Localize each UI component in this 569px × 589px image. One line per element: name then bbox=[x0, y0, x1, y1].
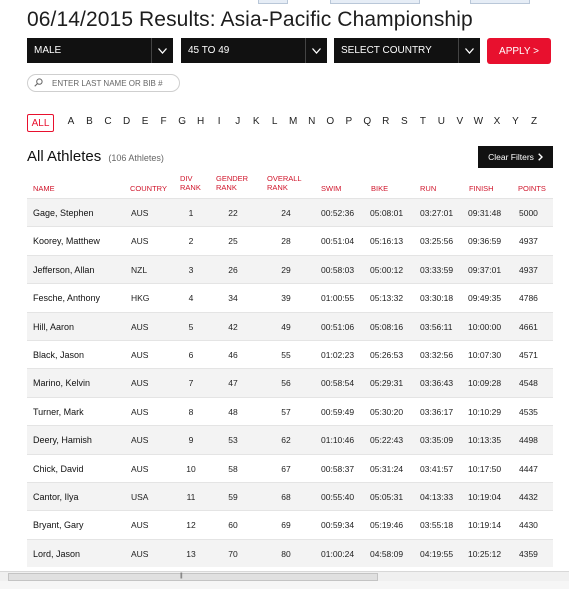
cell-gender: 34 bbox=[228, 293, 238, 304]
cell-swim: 00:59:49 bbox=[321, 406, 355, 417]
cell-points: 4937 bbox=[519, 236, 538, 247]
cell-country: AUS bbox=[131, 435, 149, 446]
cell-gender: 53 bbox=[228, 435, 238, 446]
cell-points: 5000 bbox=[519, 208, 538, 218]
alphabet-letter-p[interactable]: P bbox=[345, 116, 353, 127]
cell-swim: 00:58:03 bbox=[321, 264, 355, 275]
cell-swim: 00:52:36 bbox=[321, 208, 355, 218]
table-row[interactable] bbox=[27, 368, 553, 396]
cell-bike: 04:58:09 bbox=[370, 548, 404, 559]
alphabet-letter-s[interactable]: S bbox=[401, 116, 408, 127]
cell-country: AUS bbox=[131, 378, 149, 389]
cell-swim: 01:10:46 bbox=[321, 435, 355, 446]
cell-finish: 10:10:29 bbox=[468, 406, 502, 417]
cell-bike: 05:13:32 bbox=[370, 293, 404, 304]
column-header-gender-rank-line1: GENDER bbox=[216, 174, 249, 183]
cell-run: 03:41:57 bbox=[420, 463, 454, 474]
country-select-value: SELECT COUNTRY bbox=[341, 45, 432, 56]
cell-gender: 22 bbox=[228, 208, 238, 218]
cell-gender: 46 bbox=[228, 350, 238, 360]
cell-bike: 05:26:53 bbox=[370, 350, 404, 360]
cell-overall: 39 bbox=[281, 293, 291, 304]
cell-finish: 09:31:48 bbox=[468, 208, 502, 218]
cell-gender: 58 bbox=[228, 463, 238, 474]
cell-overall: 24 bbox=[281, 208, 291, 218]
cell-div: 3 bbox=[188, 264, 194, 275]
cell-swim: 01:02:23 bbox=[321, 350, 355, 360]
table-row[interactable] bbox=[27, 283, 553, 311]
cell-run: 03:36:17 bbox=[420, 406, 454, 417]
alphabet-letter-u[interactable]: U bbox=[437, 116, 445, 127]
cell-div: 6 bbox=[188, 350, 194, 360]
cell-points: 4359 bbox=[519, 548, 538, 559]
cell-finish: 10:17:50 bbox=[468, 463, 502, 474]
cell-run: 03:55:18 bbox=[420, 520, 454, 531]
alphabet-letter-r[interactable]: R bbox=[382, 116, 390, 127]
cell-finish: 09:36:59 bbox=[468, 236, 502, 247]
alphabet-letter-j[interactable]: J bbox=[235, 116, 241, 127]
browser-tab[interactable] bbox=[258, 0, 288, 4]
cell-div: 12 bbox=[186, 520, 196, 531]
cell-gender: 47 bbox=[228, 378, 238, 389]
cell-overall: 67 bbox=[281, 463, 291, 474]
cell-gender: 25 bbox=[228, 236, 238, 247]
cell-run: 03:36:43 bbox=[420, 378, 454, 389]
search-icon bbox=[34, 74, 43, 92]
cell-swim: 01:00:55 bbox=[321, 293, 355, 304]
cell-finish: 10:00:00 bbox=[468, 321, 502, 332]
cell-swim: 00:58:54 bbox=[321, 378, 355, 389]
alphabet-all-button[interactable]: ALL bbox=[27, 114, 54, 132]
cell-gender: 48 bbox=[228, 406, 238, 417]
cell-finish: 10:19:14 bbox=[468, 520, 502, 531]
cell-country: NZL bbox=[131, 264, 148, 275]
cell-div: 4 bbox=[188, 293, 194, 304]
cell-points: 4432 bbox=[519, 492, 538, 502]
browser-tab[interactable] bbox=[330, 0, 420, 4]
cell-country: AUS bbox=[131, 406, 149, 417]
cell-div: 2 bbox=[188, 236, 194, 247]
search-box[interactable] bbox=[27, 74, 180, 92]
cell-overall: 69 bbox=[281, 520, 291, 531]
cell-overall: 62 bbox=[281, 435, 291, 446]
cell-run: 03:32:56 bbox=[420, 350, 454, 360]
cell-country: AUS bbox=[131, 321, 149, 332]
cell-run: 03:27:01 bbox=[420, 208, 454, 218]
alphabet-letter-v[interactable]: V bbox=[456, 116, 464, 127]
table-row[interactable] bbox=[27, 510, 553, 538]
cell-div: 11 bbox=[186, 492, 196, 502]
cell-name[interactable]: Lord, Jason bbox=[33, 548, 81, 559]
clear-filters-label: Clear Filters bbox=[488, 152, 534, 162]
column-header-div-rank[interactable] bbox=[180, 174, 201, 192]
cell-gender: 42 bbox=[228, 321, 238, 332]
alphabet-letter-d[interactable]: D bbox=[122, 116, 131, 127]
column-header-country[interactable]: COUNTRY bbox=[130, 184, 167, 193]
cell-points: 4447 bbox=[519, 463, 538, 474]
column-header-name[interactable]: NAME bbox=[33, 184, 55, 193]
cell-country: AUS bbox=[131, 548, 149, 559]
cell-overall: 55 bbox=[281, 350, 291, 360]
apply-button[interactable]: APPLY > bbox=[487, 38, 551, 64]
cell-div: 7 bbox=[188, 378, 194, 389]
gender-select[interactable] bbox=[27, 38, 173, 63]
alphabet-letter-b[interactable]: B bbox=[86, 116, 93, 127]
table-row[interactable] bbox=[27, 454, 553, 482]
cell-overall: 68 bbox=[281, 492, 291, 502]
cell-points: 4786 bbox=[519, 293, 538, 304]
cell-name[interactable]: Turner, Mark bbox=[33, 406, 84, 417]
alphabet-letter-m[interactable]: M bbox=[289, 116, 298, 127]
chevron-right-icon bbox=[538, 153, 543, 161]
athletes-count: (106 Athletes) bbox=[108, 153, 164, 163]
alphabet-letter-a[interactable]: A bbox=[67, 116, 75, 127]
cell-name[interactable]: Gage, Stephen bbox=[33, 208, 94, 218]
page-title: 06/14/2015 Results: Asia-Pacific Championship bbox=[27, 8, 473, 31]
alphabet-letter-f[interactable]: F bbox=[160, 116, 167, 127]
cell-gender: 26 bbox=[228, 264, 238, 275]
table-row[interactable] bbox=[27, 482, 553, 510]
cell-finish: 09:49:35 bbox=[468, 293, 502, 304]
cell-swim: 00:55:40 bbox=[321, 492, 355, 502]
cell-name[interactable]: Black, Jason bbox=[33, 350, 85, 360]
cell-swim: 00:51:06 bbox=[321, 321, 355, 332]
cell-finish: 10:09:28 bbox=[468, 378, 502, 389]
athletes-heading-text: All Athletes bbox=[27, 148, 102, 165]
column-header-div-rank-line1: DIV bbox=[180, 174, 193, 183]
alphabet-letter-q[interactable]: Q bbox=[363, 116, 372, 127]
chevron-down-icon bbox=[151, 38, 173, 63]
cell-finish: 09:37:01 bbox=[468, 264, 502, 275]
cell-country: AUS bbox=[131, 463, 149, 474]
table-row[interactable] bbox=[27, 425, 553, 453]
alphabet-letter-h[interactable]: H bbox=[196, 116, 205, 127]
cell-country: USA bbox=[131, 492, 149, 502]
chevron-down-icon bbox=[305, 38, 327, 63]
alphabet-letter-k[interactable]: K bbox=[252, 116, 260, 127]
column-header-points[interactable]: POINTS bbox=[518, 184, 546, 193]
cell-swim: 00:58:37 bbox=[321, 463, 355, 474]
alphabet-letter-z[interactable]: Z bbox=[530, 116, 538, 127]
column-header-overall-rank-line2: RANK bbox=[267, 183, 288, 192]
cell-div: 1 bbox=[188, 208, 194, 218]
column-header-gender-rank[interactable] bbox=[216, 174, 248, 192]
cell-bike: 05:31:24 bbox=[370, 463, 404, 474]
cell-bike: 05:29:31 bbox=[370, 378, 404, 389]
column-header-overall-rank-line1: OVERALL bbox=[267, 174, 302, 183]
cell-country: AUS bbox=[131, 520, 149, 531]
table-row[interactable] bbox=[27, 340, 553, 368]
table-row[interactable] bbox=[27, 539, 553, 567]
table-row[interactable] bbox=[27, 312, 553, 340]
cell-bike: 05:08:16 bbox=[370, 321, 404, 332]
clear-filters-button[interactable] bbox=[478, 146, 553, 168]
cell-country: AUS bbox=[131, 208, 149, 218]
cell-gender: 60 bbox=[228, 520, 238, 531]
cell-bike: 05:19:46 bbox=[370, 520, 404, 531]
cell-bike: 05:16:13 bbox=[370, 236, 404, 247]
scrollbar-grip-icon: ||| bbox=[180, 573, 182, 579]
alphabet-letter-o[interactable]: O bbox=[326, 116, 335, 127]
age-group-select-value: 45 TO 49 bbox=[188, 45, 230, 56]
results-table-header bbox=[27, 172, 553, 196]
browser-tab-strip bbox=[0, 0, 569, 4]
cell-overall: 49 bbox=[281, 321, 291, 332]
country-select[interactable] bbox=[334, 38, 480, 63]
table-row[interactable] bbox=[27, 198, 553, 226]
search-input[interactable] bbox=[52, 79, 172, 88]
column-header-gender-rank-line2: RANK bbox=[216, 183, 237, 192]
gender-select-value: MALE bbox=[34, 45, 62, 56]
table-row[interactable] bbox=[27, 397, 553, 425]
cell-bike: 05:30:20 bbox=[370, 406, 404, 417]
cell-name[interactable]: Jefferson, Allan bbox=[33, 264, 95, 275]
cell-run: 03:33:59 bbox=[420, 264, 454, 275]
cell-points: 4430 bbox=[519, 520, 538, 531]
cell-overall: 57 bbox=[281, 406, 291, 417]
cell-div: 9 bbox=[188, 435, 194, 446]
athletes-heading bbox=[27, 148, 164, 165]
cell-finish: 10:19:04 bbox=[468, 492, 502, 502]
column-header-overall-rank[interactable] bbox=[267, 174, 302, 192]
alphabet-letter-t[interactable]: T bbox=[419, 116, 426, 127]
alphabet-letter-g[interactable]: G bbox=[178, 116, 186, 127]
cell-country: HKG bbox=[131, 293, 150, 304]
cell-gender: 70 bbox=[228, 548, 238, 559]
cell-gender: 59 bbox=[228, 492, 238, 502]
cell-name[interactable]: Marino, Kelvin bbox=[33, 378, 91, 389]
window-bottom-edge bbox=[0, 581, 569, 589]
cell-run: 03:56:11 bbox=[420, 321, 453, 332]
alphabet-letter-x[interactable]: X bbox=[493, 116, 501, 127]
alphabet-filter bbox=[27, 114, 557, 132]
cell-overall: 56 bbox=[281, 378, 291, 389]
alphabet-letter-c[interactable]: C bbox=[104, 116, 112, 127]
cell-run: 03:35:09 bbox=[420, 435, 454, 446]
cell-swim: 01:00:24 bbox=[321, 548, 355, 559]
alphabet-letter-l[interactable]: L bbox=[271, 116, 278, 127]
browser-tab[interactable] bbox=[470, 0, 530, 4]
cell-run: 03:25:56 bbox=[420, 236, 454, 247]
scrollbar-thumb[interactable] bbox=[8, 573, 378, 581]
column-header-div-rank-line2: RANK bbox=[180, 183, 201, 192]
alphabet-letter-e[interactable]: E bbox=[141, 116, 149, 127]
cell-overall: 29 bbox=[281, 264, 291, 275]
cell-bike: 05:00:12 bbox=[370, 264, 404, 275]
alphabet-letter-y[interactable]: Y bbox=[512, 116, 519, 127]
column-header-bike[interactable]: BIKE bbox=[371, 184, 389, 193]
cell-points: 4548 bbox=[519, 378, 538, 389]
alphabet-letter-n[interactable]: N bbox=[308, 116, 316, 127]
alphabet-letter-w[interactable]: W bbox=[473, 116, 484, 127]
cell-div: 10 bbox=[186, 463, 196, 474]
alphabet-letter-i[interactable]: I bbox=[217, 116, 221, 127]
cell-div: 8 bbox=[188, 406, 194, 417]
column-header-finish[interactable]: FINISH bbox=[469, 184, 494, 193]
cell-points: 4535 bbox=[519, 406, 538, 417]
cell-run: 03:30:18 bbox=[420, 293, 454, 304]
cell-name[interactable]: Deery, Hamish bbox=[33, 435, 92, 446]
cell-bike: 05:05:31 bbox=[370, 492, 404, 502]
age-group-select[interactable] bbox=[181, 38, 327, 63]
cell-country: AUS bbox=[131, 236, 149, 247]
cell-name[interactable]: Hill, Aaron bbox=[33, 321, 75, 332]
cell-points: 4571 bbox=[519, 350, 538, 360]
cell-country: AUS bbox=[131, 350, 149, 360]
table-row[interactable] bbox=[27, 255, 553, 283]
cell-swim: 00:51:04 bbox=[321, 236, 355, 247]
table-row[interactable] bbox=[27, 226, 553, 254]
column-header-run[interactable]: RUN bbox=[420, 184, 437, 193]
cell-finish: 10:25:12 bbox=[468, 548, 502, 559]
cell-finish: 10:13:35 bbox=[468, 435, 502, 446]
cell-run: 04:13:33 bbox=[420, 492, 454, 502]
cell-div: 5 bbox=[188, 321, 194, 332]
cell-name[interactable]: Cantor, Ilya bbox=[33, 492, 79, 502]
chevron-down-icon bbox=[458, 38, 480, 63]
column-header-swim[interactable]: SWIM bbox=[321, 184, 342, 193]
cell-run: 04:19:55 bbox=[420, 548, 454, 559]
cell-name[interactable]: Chick, David bbox=[33, 463, 84, 474]
cell-points: 4937 bbox=[519, 264, 538, 275]
cell-bike: 05:22:43 bbox=[370, 435, 404, 446]
cell-name[interactable]: Fesche, Anthony bbox=[33, 293, 101, 304]
cell-bike: 05:08:01 bbox=[370, 208, 404, 218]
cell-points: 4661 bbox=[519, 321, 538, 332]
cell-overall: 28 bbox=[281, 236, 291, 247]
cell-swim: 00:59:34 bbox=[321, 520, 355, 531]
cell-div: 13 bbox=[186, 548, 196, 559]
cell-finish: 10:07:30 bbox=[468, 350, 502, 360]
horizontal-scrollbar[interactable] bbox=[0, 571, 569, 581]
cell-points: 4498 bbox=[519, 435, 538, 446]
cell-overall: 80 bbox=[281, 548, 291, 559]
cell-name[interactable]: Bryant, Gary bbox=[33, 520, 84, 531]
cell-name[interactable]: Koorey, Matthew bbox=[33, 236, 100, 247]
